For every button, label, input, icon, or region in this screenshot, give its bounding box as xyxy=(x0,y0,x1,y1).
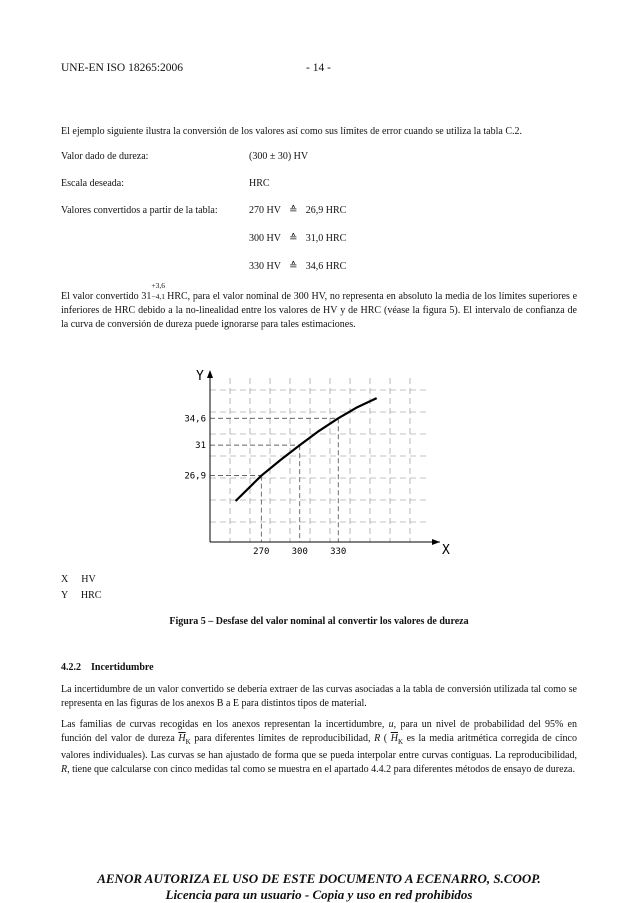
corresponds-symbol: ≙ xyxy=(289,205,298,216)
conversion-from: 300 HV xyxy=(249,233,281,244)
x-tick-label: 300 xyxy=(291,547,308,557)
uncertainty-paragraph-1 xyxy=(61,683,577,711)
conversion-to: 34,6 HRC xyxy=(305,261,347,272)
x-axis-label: X xyxy=(442,543,450,558)
section-heading xyxy=(61,662,154,673)
para4-t6: , tiene que calcularse con cinco medidas tal como se muestra en el apartado 4.4.2 para diferentes métodos de ensayo de dureza. xyxy=(67,764,575,775)
page-number: - 14 - xyxy=(306,62,331,74)
converted-base: 31 xyxy=(141,291,152,302)
converted-label: Valores convertidos a partir de la tabla: xyxy=(61,205,218,216)
section-title: Incertidumbre xyxy=(91,662,154,673)
conversion-row xyxy=(249,233,346,244)
scale-value: HRC xyxy=(249,178,270,189)
symbol-k: K xyxy=(185,738,191,746)
y-tick-label: 34,6 xyxy=(184,414,206,425)
conversion-from: 330 HV xyxy=(249,261,281,272)
para4-t3: para diferentes límites de reproducibilidad, xyxy=(190,733,375,744)
x-tick-label: 270 xyxy=(253,547,270,557)
symbol-h-bar: $\overline{H}$ xyxy=(390,733,398,744)
figure-caption: Figura 5 – Desfase del valor nominal al convertir los valores de dureza xyxy=(169,616,469,627)
scale-label: Escala deseada: xyxy=(61,178,125,189)
legend-text: HRC xyxy=(80,590,102,601)
tolerance-lower: −4,1 xyxy=(151,292,165,301)
legend-text: HV xyxy=(81,574,96,585)
given-label: Valor dado de dureza: xyxy=(61,151,149,162)
corresponds-symbol: ≙ xyxy=(289,261,298,272)
converted-value-paragraph xyxy=(61,281,578,332)
para3-text: La incertidumbre de un valor convertido se debería extraer de las curvas asociadas a la tabla de conversión utilizada tal como se representa en las figuras de los anexos B a E para distintos tipos de material. xyxy=(61,684,577,709)
legend-x xyxy=(61,574,96,585)
conversion-to: 26,9 HRC xyxy=(305,205,347,216)
conversion-from: 270 HV xyxy=(249,205,281,216)
symbol-k: K xyxy=(397,738,404,746)
y-tick-label: 31 xyxy=(195,441,206,452)
chart-layer xyxy=(184,369,450,558)
para4-t4: ( xyxy=(380,733,391,744)
symbol-h-bar: $\overline{H}$ xyxy=(178,733,186,744)
section-number: 4.2.2 xyxy=(61,662,81,673)
y-axis-label: Y xyxy=(196,369,204,384)
standard-reference: UNE-EN ISO 18265:2006 xyxy=(61,62,184,74)
given-value: (300 ± 30) HV xyxy=(249,151,309,162)
para2-before: El valor convertido xyxy=(61,291,139,302)
conversion-to: 31,0 HRC xyxy=(305,233,347,244)
para2-after: HRC, para el valor nominal de 300 HV, no representa en absoluto la media de los límites superiores e inferiores de HRC debido a la no-linealidad entre los valores de HV y de HRC (véase la figura 5). El intervalo de confianza de la curva de conversión de dureza puede ignorarse para tales estimaciones. xyxy=(61,291,578,330)
intro-text: El ejemplo siguiente ilustra la conversión de los valores así como sus límites de error cuando se utiliza la tabla C.2. xyxy=(61,126,522,137)
tolerance-upper: +3,6 xyxy=(151,281,165,290)
uncertainty-paragraph-2 xyxy=(61,718,577,777)
x-tick-label: 330 xyxy=(330,547,347,557)
footer-license-line1: AENOR AUTORIZA EL USO DE ESTE DOCUMENTO A ECENARRO, S.COOP. xyxy=(97,871,541,886)
para4-t1: Las familias de curvas recogidas en los anexos representan la incertidumbre, xyxy=(61,719,389,730)
legend-key: Y xyxy=(61,590,68,601)
legend-y xyxy=(61,590,101,601)
para4-t2: , para un nivel de probabilidad del 95% en función del valor de dureza xyxy=(61,719,577,744)
symbol-r: R xyxy=(61,764,68,775)
symbol-u: u xyxy=(388,719,394,730)
x-axis-arrow xyxy=(432,539,440,545)
conversion-curve xyxy=(236,398,377,501)
legend-key: X xyxy=(61,574,69,585)
para4-t5: es la media aritmética corregida de cinco valores individuales). Las curvas se han ajustado de forma que se pueda interpolar entre curvas contiguas. La reproducibilidad, xyxy=(61,733,577,761)
figure-5-chart xyxy=(160,362,470,562)
corresponds-symbol: ≙ xyxy=(289,233,298,244)
tolerance xyxy=(151,281,165,301)
footer-license-line2: Licencia para un usuario - Copia y uso en red prohibidos xyxy=(165,887,473,902)
conversion-row xyxy=(249,261,346,272)
y-axis-arrow xyxy=(207,370,213,378)
symbol-r: R xyxy=(374,733,381,744)
conversion-row xyxy=(249,205,346,216)
y-tick-label: 26,9 xyxy=(184,471,206,482)
